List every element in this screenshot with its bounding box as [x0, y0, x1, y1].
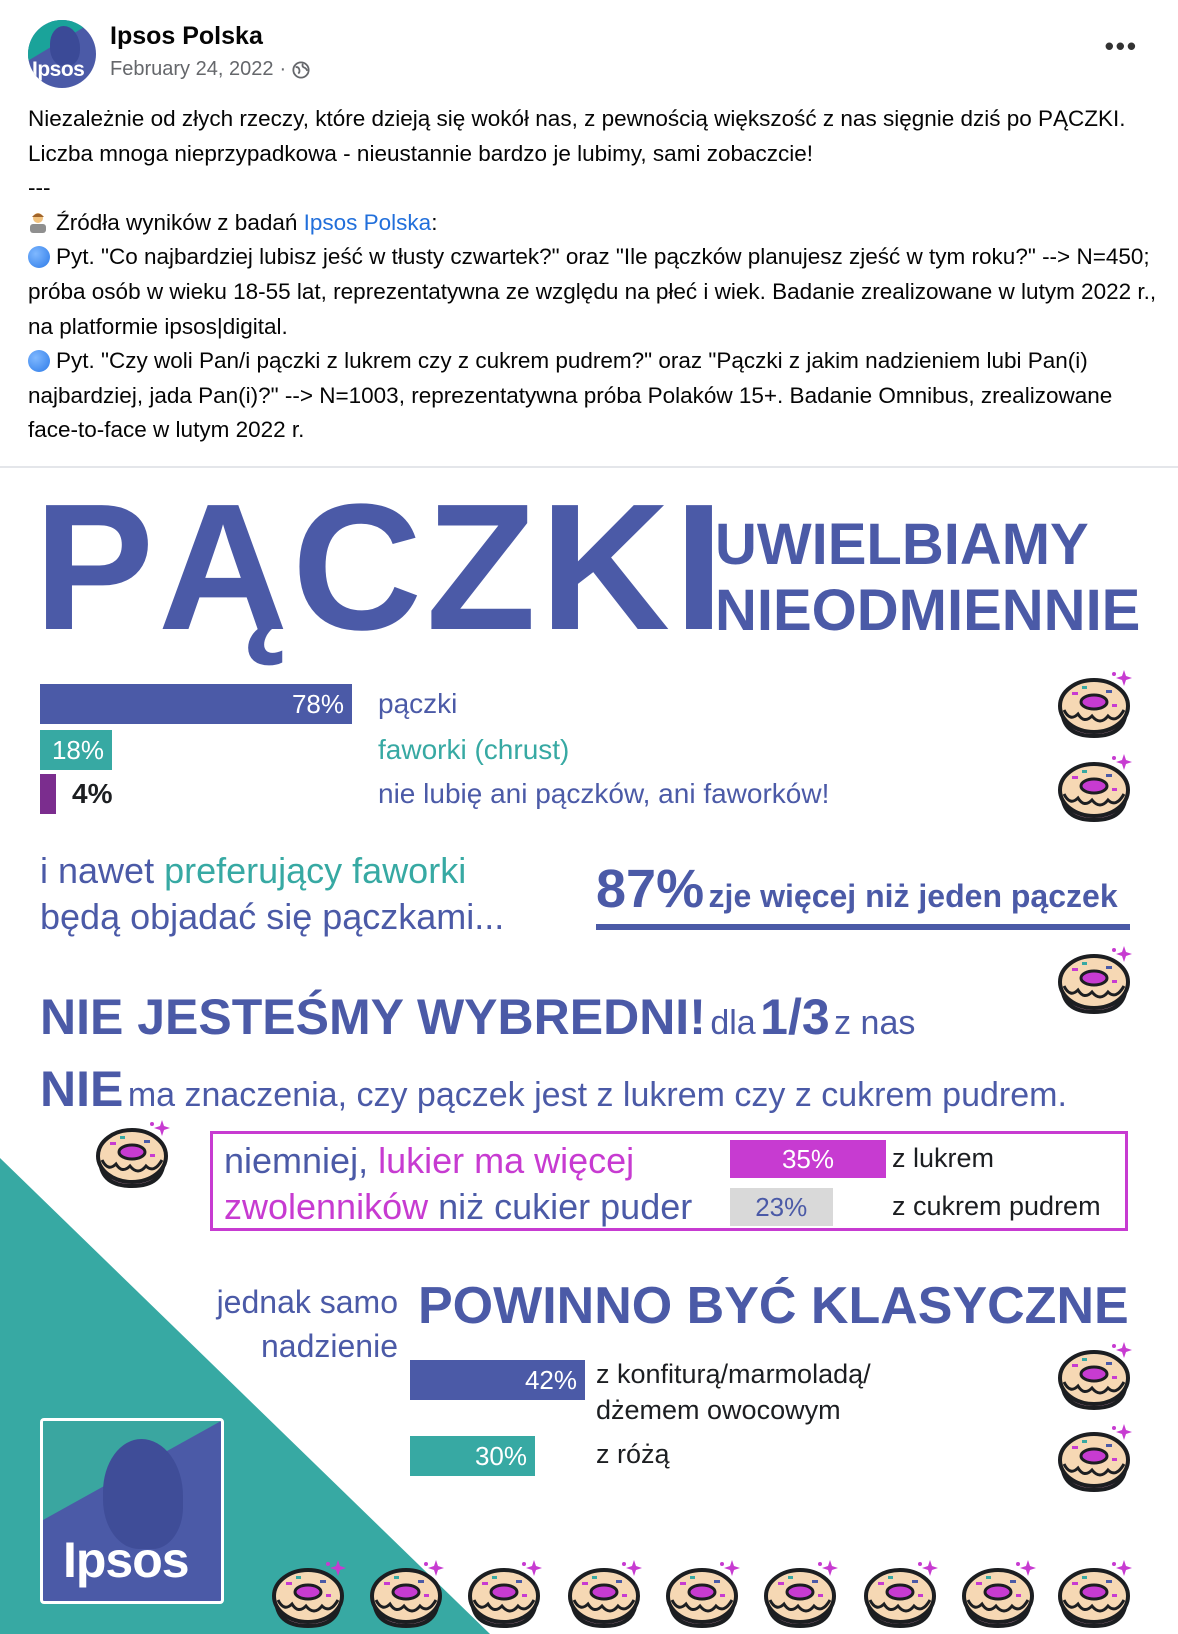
blue-circle-emoji-icon [28, 246, 50, 268]
page-name-link[interactable]: Ipsos Polska [110, 22, 263, 50]
post-question-2: Pyt. "Czy woli Pan/i pączki z lukrem czy z cukrem pudrem?" oraz "Pączki z jakim nadzieniem lubi Pan(i) najbardziej, jada Pan(i)?" --> N=1003, reprezentatywna próba Polaków 15+. Badanie Omnibus, zrealizowane face-to-face w lutym 2022 r. [28, 348, 1113, 443]
post-intro: Niezależnie od złych rzeczy, które dzieją się wokół nas, z pewnością większość z nas sięgnie dziś po PĄCZKI. Liczba mnoga nieprzypadkowa - nieustannie bardzo je lubimy, sami zobaczcie! [28, 106, 1126, 166]
more-options-button[interactable]: ••• [1104, 31, 1138, 61]
nie-wybredni-heading: NIE JESTEŚMY WYBREDNI! dla 1/3 z nas [40, 989, 916, 1045]
klasyczne-heading: POWINNO BYĆ KLASYCZNE [418, 1277, 1129, 1335]
donut-icon [860, 1554, 940, 1634]
bar-faworki: 18% [40, 730, 112, 770]
label-konfitura: z konfiturą/marmoladą/ dżemem owocowym [596, 1359, 871, 1425]
donut-icon [1054, 1336, 1134, 1416]
post-dashes: --- [28, 175, 51, 201]
bar-puder: 23% [730, 1188, 833, 1226]
infographic-image[interactable] [0, 468, 1178, 1634]
donut-icon [1054, 940, 1134, 1020]
post-sources: Źródła wyników z badań Ipsos Polska: [28, 206, 1158, 241]
bar-konfitura: 42% [410, 1360, 585, 1400]
donut-icon [92, 1114, 172, 1194]
bar-nie-lubie [40, 774, 56, 814]
faworki-text: i nawet preferujący faworki będą objadać się pączkami... [40, 850, 505, 937]
infographic-title: PĄCZKI [34, 468, 728, 668]
bar-paczki: 78% [40, 684, 352, 724]
bar-lukier: 35% [730, 1140, 886, 1178]
donut-icon [1054, 664, 1134, 744]
label-nie-lubie: nie lubię ani pączków, ani faworków! [378, 778, 830, 809]
page-avatar[interactable] [28, 20, 96, 88]
avatar-text: Ipsos [32, 58, 85, 81]
post-question-1: Pyt. "Co najbardziej lubisz jeść w tłusty czwartek?" oraz "Ile pączków planujesz zjeść w tym roku?" --> N=450; próba osób w wieku 18-55 lat, reprezentatywna ze względu na płeć i wiek. Badanie zrealizowane w lutym 2022 r., na platformie ipsos|digital. [28, 244, 1157, 339]
donut-icon [958, 1554, 1038, 1634]
nie-ma-znaczenia-text: NIE ma znaczenia, czy pączek jest z lukrem czy z cukrem pudrem. [40, 1061, 1067, 1117]
infographic-subtitle: UWIELBIAMY NIEODMIENNIE [715, 512, 1141, 643]
donut-icon [1054, 748, 1134, 828]
ipsos-polska-link[interactable]: Ipsos Polska [303, 209, 432, 235]
meta-separator: · [279, 58, 287, 80]
person-emoji-icon [28, 211, 48, 233]
bar-roza: 30% [410, 1436, 535, 1476]
nadzienie-text: jednak samo nadzienie [216, 1284, 398, 1364]
stat-underline [596, 924, 1130, 930]
label-faworki: faworki (chrust) [378, 734, 570, 765]
stat-87: 87% zje więcej niż jeden pączek [596, 859, 1118, 919]
value-nie-lubie: 4% [72, 778, 113, 809]
donut-icon [366, 1554, 446, 1634]
donut-icon [464, 1554, 544, 1634]
donut-icon [662, 1554, 742, 1634]
post-meta [110, 58, 310, 81]
post-text [28, 102, 1158, 448]
donut-icon [268, 1554, 348, 1634]
donut-icon [1054, 1554, 1134, 1634]
lukier-text: niemniej, lukier ma więcej zwolenników niż cukier puder [224, 1140, 693, 1227]
label-puder: z cukrem pudrem [892, 1191, 1101, 1221]
label-lukier: z lukrem [892, 1143, 995, 1173]
post-date[interactable]: February 24, 2022 [110, 58, 274, 80]
donut-icon [1054, 1418, 1134, 1498]
label-paczki: pączki [378, 688, 458, 719]
blue-circle-emoji-icon [28, 350, 50, 372]
donut-icon [760, 1554, 840, 1634]
ipsos-logo: Ipsos [40, 1418, 224, 1604]
globe-icon [292, 61, 310, 79]
label-roza: z różą [596, 1439, 670, 1469]
donut-icon [564, 1554, 644, 1634]
